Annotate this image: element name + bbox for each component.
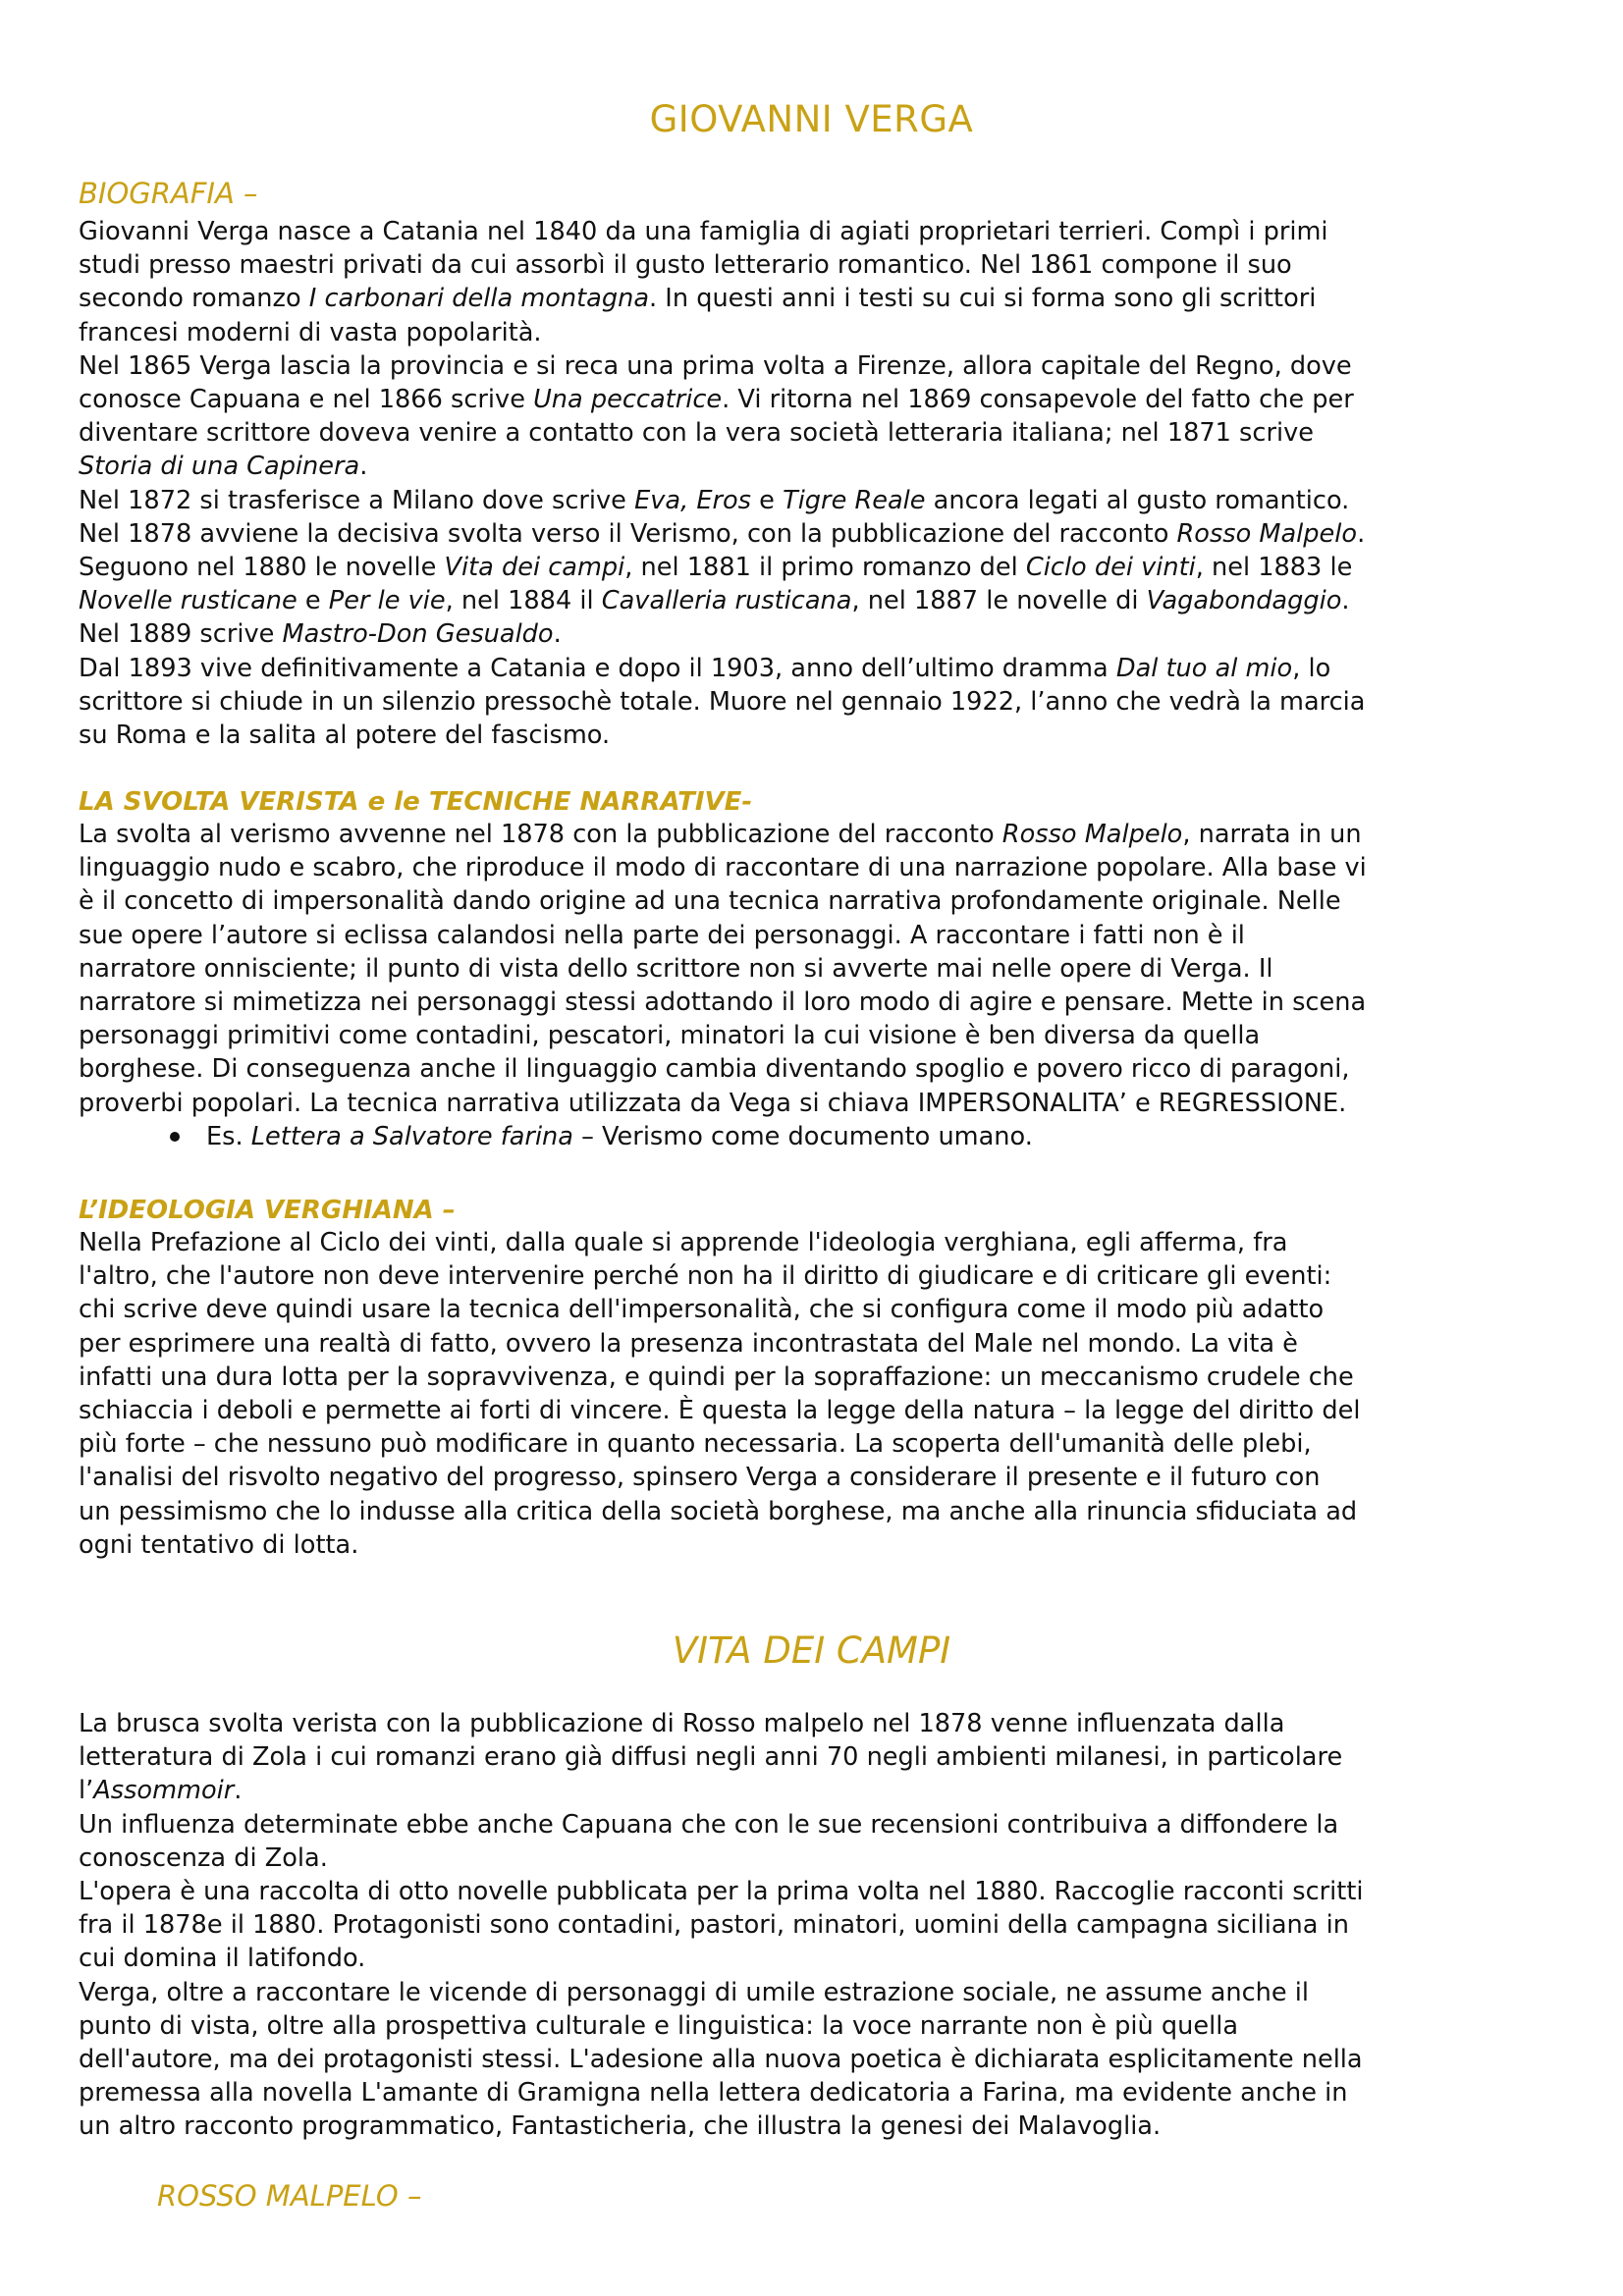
text-run: Nel 1889 scrive	[79, 619, 283, 650]
text-run: sue opere l’autore si eclissa calandosi nella parte dei personaggi. A raccontare i fatti non è il	[79, 920, 1245, 950]
text-line	[79, 2109, 1551, 2143]
text-line	[79, 1052, 1551, 1086]
text-line	[79, 1495, 1551, 1528]
text-line	[79, 1461, 1551, 1494]
text-line	[79, 1394, 1551, 1427]
text-run: narratore si mimetizza nei personaggi stessi adottando il loro modo di agire e pensare. Mette in scena	[79, 988, 1367, 1018]
text-line	[79, 986, 1551, 1019]
text-run: . In questi anni i testi su cui si forma sono gli scrittori	[649, 284, 1317, 314]
text-run: , lo	[1292, 653, 1331, 683]
text-line	[79, 884, 1551, 918]
ideologia-verghiana-body	[79, 1226, 1551, 1562]
text-line	[79, 1774, 1551, 1807]
text-line	[79, 1707, 1551, 1740]
text-run: , nel 1883 le	[1195, 553, 1353, 583]
text-run: ogni tentativo di lotta.	[79, 1529, 359, 1560]
text-run: linguaggio nudo e scabro, che riproduce il modo di raccontare di una narrazione popolare. Alla base vi	[79, 853, 1367, 883]
text-run: scrittore si chiude in un silenzio pressochè totale. Muore nel gennaio 1922, l’anno che vedrà la marcia	[79, 686, 1366, 717]
italic-title-text: Eva, Eros	[634, 485, 752, 515]
text-line	[79, 551, 1551, 584]
text-line	[79, 383, 1551, 416]
text-run: Nella Prefazione al Ciclo dei vinti, dalla quale si apprende l'ideologia verghiana, egli afferma, fra	[79, 1228, 1288, 1257]
text-run: Nel 1872 si trasferisce a Milano dove scrive	[79, 485, 635, 515]
italic-title-text: Rosso Malpelo	[1001, 820, 1183, 849]
text-run: .	[1341, 586, 1350, 616]
text-run: studi presso maestri privati da cui assorbì il gusto letterario romantico. Nel 1861 compone il suo	[79, 250, 1292, 281]
text-line	[79, 652, 1551, 685]
svolta-verista-heading: LA SVOLTA VERISTA e le TECNICHE NARRATIVE-	[79, 787, 753, 817]
text-line	[79, 1908, 1551, 1942]
text-run: è il concetto di impersonalità dando origine ad una tecnica narrativa profondamente originale. Nelle	[79, 886, 1341, 917]
text-run: premessa alla novella L'amante di Gramigna nella lettera dedicatoria a Farina, ma evidente anche in	[79, 2078, 1348, 2109]
text-run: , narrata in un	[1182, 820, 1362, 849]
text-run: schiaccia i deboli e permette ai forti di vincere. È questa la legge della natura – la legge del diritto del	[79, 1396, 1361, 1426]
text-line	[79, 282, 1551, 315]
italic-title-text: Tigre Reale	[783, 485, 926, 515]
text-run: Verga, oltre a raccontare le vicende di personaggi di umile estrazione sociale, ne assume anche il	[79, 1977, 1310, 2007]
bullet-text	[206, 1122, 1033, 1151]
text-line	[79, 851, 1551, 884]
text-run: l’	[79, 1776, 94, 1806]
text-line	[79, 416, 1551, 450]
italic-title-text: Vita dei campi	[444, 553, 625, 583]
text-run: Giovanni Verga nasce a Catania nel 1840 da una famiglia di agiati proprietari terrieri. Compì i primi	[79, 217, 1328, 246]
text-run: un altro racconto programmatico, Fantasticheria, che illustra la genesi dei Malavoglia.	[79, 2111, 1162, 2142]
text-run: Seguono nel 1880 le novelle	[79, 553, 445, 583]
italic-title-text: Rosso Malpelo	[1176, 518, 1358, 549]
text-run: Nel 1865 Verga lascia la provincia e si reca una prima volta a Firenze, allora capitale del Regno, dove	[79, 350, 1352, 381]
text-run: , nel 1887 le novelle di	[851, 586, 1147, 616]
text-line	[79, 2043, 1551, 2076]
text-run: letteratura di Zola i cui romanzi erano già diffusi negli anni 70 negli ambienti milanesi, in particolare	[79, 1742, 1343, 1773]
text-run: più forte – che nessuno può modificare in quanto necessaria. La scoperta dell'umanità delle plebi,	[79, 1429, 1312, 1460]
text-run: Dal 1893 vive definitivamente a Catania e dopo il 1903, anno dell’ultimo dramma	[79, 653, 1116, 683]
text-run: conoscenza di Zola.	[79, 1842, 328, 1873]
vita-dei-campi-title: VITA DEI CAMPI	[672, 1629, 951, 1672]
text-run: L'opera è una raccolta di otto novelle pubblicata per la prima volta nel 1880. Raccoglie racconti scritti	[79, 1877, 1364, 1907]
italic-title-text: Per le vie	[328, 586, 446, 616]
text-run: l'altro, che l'autore non deve intervenire perché non ha il diritto di giudicare e di criticare gli eventi:	[79, 1261, 1332, 1292]
ideologia-verghiana-heading: L’IDEOLOGIA VERGHIANA –	[79, 1196, 456, 1225]
italic-title-text: Assommoir	[93, 1776, 235, 1806]
text-run: .	[1357, 518, 1366, 549]
text-line	[79, 952, 1551, 986]
text-run: La svolta al verismo avvenne nel 1878 con la pubblicazione del racconto	[79, 820, 1002, 849]
italic-title-text: Lettera a Salvatore farina	[250, 1122, 573, 1151]
text-run: – Verismo come documento umano.	[572, 1122, 1033, 1151]
vita-dei-campi-body	[79, 1707, 1551, 2144]
text-run: proverbi popolari. La tecnica narrativa utilizzata da Vega si chiava IMPERSONALITA’ e REGRESSIONE.	[79, 1088, 1347, 1118]
text-line	[79, 919, 1551, 952]
text-run: su Roma e la salita al potere del fascismo.	[79, 721, 611, 751]
text-line	[79, 1740, 1551, 1774]
text-run: personaggi primitivi come contadini, pescatori, minatori la cui visione è ben diversa da quella	[79, 1021, 1261, 1051]
text-line	[79, 2076, 1551, 2109]
text-line	[79, 1019, 1551, 1052]
text-run: e	[751, 485, 784, 515]
text-line	[79, 1293, 1551, 1326]
text-line	[79, 1808, 1551, 1842]
text-run: infatti una dura lotta per la sopravvivenza, e quindi per la sopraffazione: un meccanismo crudele che	[79, 1362, 1354, 1392]
text-line	[79, 215, 1551, 248]
text-run: Nel 1878 avviene la decisiva svolta verso il Verismo, con la pubblicazione del racconto	[79, 518, 1177, 549]
italic-title-text: Storia di una Capinera	[79, 452, 360, 482]
text-line	[79, 517, 1551, 551]
text-run: dell'autore, ma dei protagonisti stessi. L'adesione alla nuova poetica è dichiarata esplicitamente nella	[79, 2045, 1363, 2075]
text-run: ancora legati al gusto romantico.	[925, 485, 1350, 515]
italic-title-text: Dal tuo al mio	[1115, 653, 1293, 683]
biografia-body	[79, 215, 1551, 752]
biografia-heading: BIOGRAFIA –	[79, 177, 258, 210]
text-line	[79, 1327, 1551, 1361]
svolta-verista-bullet-list	[79, 1120, 1551, 1153]
text-run: secondo romanzo	[79, 284, 309, 314]
list-item	[79, 1120, 1551, 1153]
text-line	[79, 1226, 1551, 1259]
text-run: francesi moderni di vasta popolarità.	[79, 317, 542, 347]
text-line	[79, 719, 1551, 752]
text-line	[79, 450, 1551, 483]
text-line	[79, 349, 1551, 383]
text-line	[79, 1087, 1551, 1120]
text-line	[79, 1842, 1551, 1875]
text-line	[79, 316, 1551, 349]
text-run: Un influenza determinate ebbe anche Capuana che con le sue recensioni contribuiva a diffondere la	[79, 1809, 1339, 1840]
text-run: conosce Capuana e nel 1866 scrive	[79, 385, 534, 415]
text-run: chi scrive deve quindi usare la tecnica dell'impersonalità, che si configura come il modo più adatto	[79, 1295, 1325, 1325]
text-run: l'analisi del risvolto negativo del progresso, spinsero Verga a considerare il presente e il futuro con	[79, 1463, 1321, 1493]
italic-title-text: Una peccatrice	[533, 385, 723, 415]
text-line	[79, 1259, 1551, 1293]
text-line	[79, 685, 1551, 719]
text-run: . Vi ritorna nel 1869 consapevole del fatto che per	[722, 385, 1354, 415]
italic-title-text: Vagabondaggio	[1146, 586, 1342, 616]
text-line	[79, 617, 1551, 651]
text-run: un pessimismo che lo indusse alla critica della società borghese, ma anche alla rinuncia sfiduciata ad	[79, 1496, 1358, 1526]
text-line	[79, 2009, 1551, 2043]
text-run: fra il 1878e il 1880. Protagonisti sono contadini, pastori, minatori, uomini della campagna siciliana in	[79, 1910, 1349, 1941]
text-run: narratore onnisciente; il punto di vista dello scrittore non si avverte mai nelle opere di Verga. Il	[79, 953, 1273, 984]
italic-title-text: I carbonari della montagna	[308, 284, 650, 314]
text-line	[79, 1875, 1551, 1908]
text-run: e	[297, 586, 329, 616]
text-run: diventare scrittore doveva venire a contatto con la vera società letteraria italiana; nel 1871 scrive	[79, 418, 1314, 449]
italic-title-text: Ciclo dei vinti	[1025, 553, 1196, 583]
text-line	[79, 1361, 1551, 1394]
text-run: .	[553, 619, 562, 650]
rosso-malpelo-heading: ROSSO MALPELO –	[157, 2179, 422, 2213]
document-title: GIOVANNI VERGA	[649, 98, 974, 140]
text-line	[79, 818, 1551, 851]
text-line	[79, 1942, 1551, 1975]
text-run: , nel 1884 il	[445, 586, 602, 616]
text-run: La brusca svolta verista con la pubblicazione di Rosso malpelo nel 1878 venne influenzata dalla	[79, 1709, 1285, 1738]
text-line	[79, 1427, 1551, 1461]
text-line	[79, 248, 1551, 282]
text-run: per esprimere una realtà di fatto, ovvero la presenza incontrastata del Male nel mondo. La vita è	[79, 1328, 1298, 1359]
text-run: Es.	[206, 1122, 251, 1151]
text-run: cui domina il latifondo.	[79, 1944, 366, 1974]
italic-title-text: Cavalleria rusticana	[601, 586, 852, 616]
text-run: , nel 1881 il primo romanzo del	[624, 553, 1026, 583]
text-run: .	[234, 1776, 243, 1806]
text-line	[79, 584, 1551, 617]
text-line	[79, 484, 1551, 517]
text-run: borghese. Di conseguenza anche il linguaggio cambia diventando spoglio e povero ricco di paragoni,	[79, 1054, 1350, 1085]
text-line	[79, 1976, 1551, 2009]
text-run: punto di vista, oltre alla prospettiva culturale e linguistica: la voce narrante non è più quella	[79, 2010, 1239, 2041]
text-run: .	[359, 452, 368, 482]
text-line	[79, 1528, 1551, 1562]
svolta-verista-body	[79, 818, 1551, 1120]
italic-title-text: Novelle rusticane	[79, 586, 298, 616]
italic-title-text: Mastro-Don Gesualdo	[282, 619, 554, 650]
bullet-icon	[170, 1132, 180, 1142]
